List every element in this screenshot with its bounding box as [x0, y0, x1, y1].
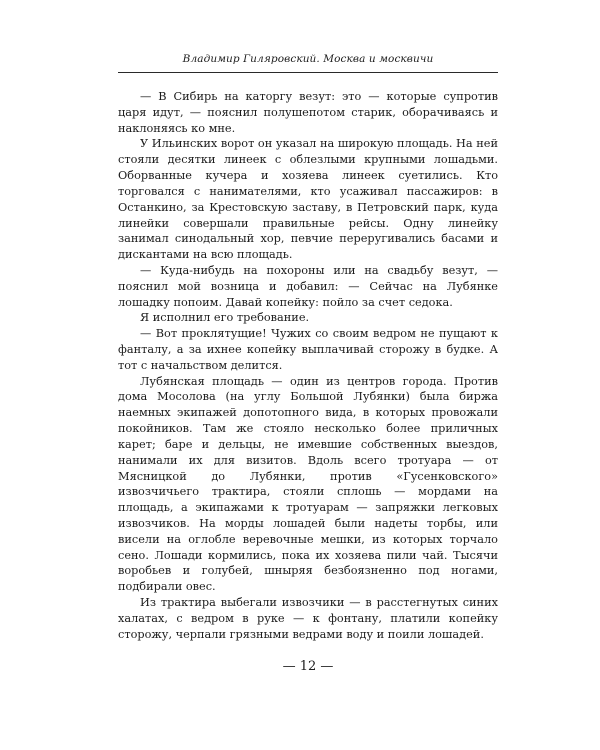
paragraph: — Вот проклятущие! Чужих со своим ведром не пущают к фанталу, а за ихнее копейку выплачивай сторожу в будке. А тот с начальством делится. — [118, 327, 498, 372]
paragraph: Лубянская площадь — один из центров города. Против дома Мосолова (на углу Большой Лубянки) была биржа наемных экипажей допотопного вида, в которых провожали покойников. Там же стояло несколько более приличных карет; баре и дельцы, не имевшие собственных выездов, нанимали их для визитов. Вдоль всего тротуара — от Мясницкой до Лубянки, против «Гусенковского» извозчичьего трактира, стояли сплошь — мордами на площадь, а экипажами к тротуарам — запряжки легковых извозчиков. На морды лошадей были надеты торбы, или висели на оглобле веревочные мешки, из которых торчало сено. Лошади кормились, пока их хозяева пили чай. Тысячи воробьев и голубей, шныряя безбоязненно под ногами, подбирали овес. — [118, 374, 498, 594]
page-number: — 12 — — [282, 659, 334, 674]
paragraph: Я исполнил его требование. — [140, 311, 310, 325]
body-text — [118, 89, 498, 642]
header-rule — [118, 72, 498, 73]
paragraph: — Куда-нибудь на похороны или на свадьбу везут, — пояснил мой возница и добавил: — Сейчас на Лубянке лошадку попоим. Давай копейку: пойло за счет седока. — [118, 263, 498, 309]
paragraph: У Ильинских ворот он указал на широкую площадь. На ней стояли десятки линеек с облезлыми крупными лошадьми. Оборванные кучера и хозяева линеек суетились. Кто торговался с нанимателями, кто усаживал пассажиров: в Останкино, за Крестовскую заставу, в Петровский парк, куда линейки совершали правильные рейсы. Одну линейку занимал синодальный хор, певчие переругивались басами и дискантами на всю площадь. — [118, 137, 498, 262]
paragraph: Из трактира выбегали извозчики — в расстегнутых синих халатах, с ведром в руке — к фонтану, платили копейку сторожу, черпали грязными ведрами воду и поили лошадей. — [118, 596, 498, 641]
running-head: Владимир Гиляровский. Москва и москвичи — [182, 53, 434, 65]
paragraph: — В Сибирь на каторгу везут: это — которые супротив царя идут, — пояснил полушепотом старик, оборачиваясь и наклоняясь ко мне. — [118, 90, 498, 135]
